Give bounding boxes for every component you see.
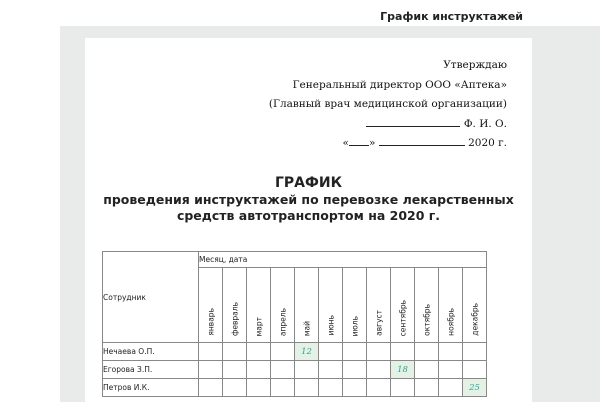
date-cell bbox=[223, 343, 247, 361]
date-cell bbox=[295, 361, 319, 379]
date-cell bbox=[463, 343, 487, 361]
date-cell bbox=[271, 343, 295, 361]
handwritten-date: 18 bbox=[397, 364, 408, 375]
date-cell bbox=[223, 361, 247, 379]
approval-line-2: Генеральный директор ООО «Аптека» bbox=[292, 78, 507, 91]
month-label: февраль bbox=[230, 301, 239, 336]
month-header bbox=[343, 268, 367, 343]
month-header bbox=[223, 268, 247, 343]
approval-line-3: (Главный врач медицинской организации) bbox=[268, 98, 507, 110]
handwritten-date: 12 bbox=[301, 346, 312, 357]
month-header bbox=[463, 268, 487, 343]
handwritten-date: 25 bbox=[469, 382, 480, 393]
month-label: август bbox=[374, 310, 383, 336]
month-header bbox=[391, 268, 415, 343]
table-body bbox=[103, 343, 487, 397]
month-header bbox=[295, 268, 319, 343]
month-label: октябрь bbox=[422, 304, 431, 336]
month-header bbox=[367, 268, 391, 343]
date-cell bbox=[439, 343, 463, 361]
title-sub-1: проведения инструктажей по перевозке лекарственных bbox=[103, 192, 514, 207]
date-cell bbox=[199, 343, 223, 361]
employee-name: Егорова З.П. bbox=[103, 361, 199, 379]
document-sheet bbox=[85, 38, 532, 402]
date-cell bbox=[367, 343, 391, 361]
month-label: июль bbox=[350, 315, 359, 336]
date-cell bbox=[415, 343, 439, 361]
date-cell bbox=[367, 379, 391, 397]
header-label: График инструктажей bbox=[380, 10, 523, 23]
month-label: ноябрь bbox=[446, 308, 455, 336]
date-cell bbox=[463, 379, 487, 397]
date-cell bbox=[343, 379, 367, 397]
date-cell bbox=[439, 361, 463, 379]
date-cell bbox=[391, 343, 415, 361]
title-main: ГРАФИК bbox=[274, 175, 343, 191]
date-cell bbox=[247, 343, 271, 361]
table-row bbox=[103, 361, 487, 379]
date-close-quote: » bbox=[368, 137, 376, 149]
date-cell bbox=[223, 379, 247, 397]
date-cell bbox=[319, 343, 343, 361]
month-label: сентябрь bbox=[398, 299, 407, 336]
month-label: июнь bbox=[326, 315, 335, 336]
date-cell bbox=[343, 361, 367, 379]
date-cell bbox=[199, 379, 223, 397]
date-cell bbox=[391, 361, 415, 379]
approval-fio: Ф. И. О. bbox=[463, 117, 507, 130]
date-cell bbox=[295, 379, 319, 397]
month-header bbox=[319, 268, 343, 343]
approval-signature-line bbox=[247, 115, 507, 135]
month-label: март bbox=[254, 316, 263, 336]
table-row bbox=[103, 343, 487, 361]
date-cell bbox=[391, 379, 415, 397]
date-cell bbox=[415, 379, 439, 397]
document-title bbox=[85, 175, 532, 224]
schedule-table bbox=[102, 251, 487, 397]
month-group-header: Месяц, дата bbox=[199, 252, 487, 268]
month-label: январь bbox=[206, 308, 215, 336]
approval-block bbox=[247, 56, 507, 154]
date-cell bbox=[319, 379, 343, 397]
month-header bbox=[271, 268, 295, 343]
month-header bbox=[199, 268, 223, 343]
approval-date-line bbox=[247, 134, 507, 154]
title-sub-2: средств автотранспортом на 2020 г. bbox=[176, 208, 441, 223]
date-cell bbox=[247, 361, 271, 379]
month-label: май bbox=[302, 320, 311, 336]
date-cell bbox=[367, 361, 391, 379]
date-cell bbox=[247, 379, 271, 397]
date-cell bbox=[463, 361, 487, 379]
month-header bbox=[247, 268, 271, 343]
day-underline bbox=[349, 134, 369, 146]
employee-column-header: Сотрудник bbox=[103, 252, 199, 343]
approval-year: 2020 г. bbox=[468, 137, 507, 149]
signature-underline bbox=[366, 115, 460, 127]
date-cell bbox=[271, 361, 295, 379]
approval-line-1: Утверждаю bbox=[443, 59, 507, 71]
date-cell bbox=[343, 343, 367, 361]
date-cell bbox=[319, 361, 343, 379]
date-cell bbox=[295, 343, 319, 361]
date-cell bbox=[439, 379, 463, 397]
month-underline bbox=[379, 134, 465, 146]
month-header bbox=[439, 268, 463, 343]
employee-name: Нечаева О.П. bbox=[103, 343, 199, 361]
date-cell bbox=[271, 379, 295, 397]
month-header bbox=[415, 268, 439, 343]
table-row bbox=[103, 379, 487, 397]
date-cell bbox=[199, 361, 223, 379]
employee-name: Петров И.К. bbox=[103, 379, 199, 397]
date-open-quote: « bbox=[342, 137, 349, 149]
month-label: апрель bbox=[278, 307, 287, 336]
month-label: декабрь bbox=[470, 303, 479, 336]
date-cell bbox=[415, 361, 439, 379]
